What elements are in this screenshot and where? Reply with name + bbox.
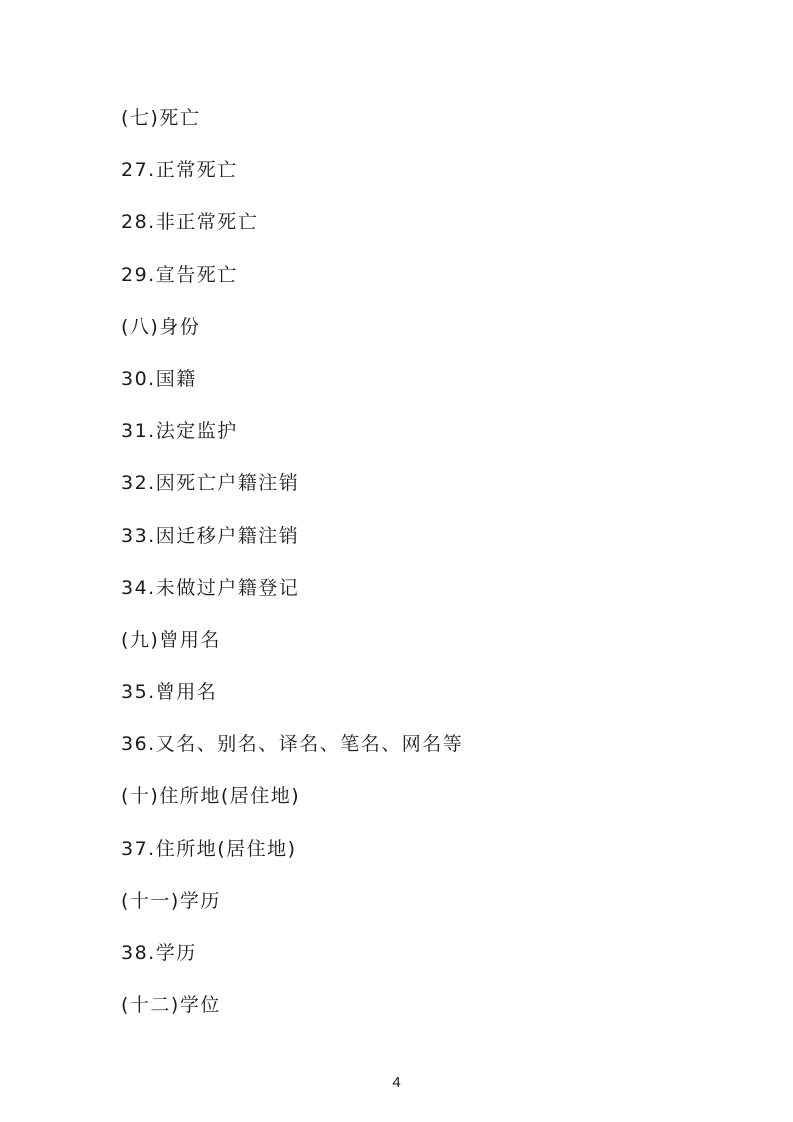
section-heading-degree: (十二)学位 <box>121 994 221 1017</box>
list-item: 32.因死亡户籍注销 <box>121 472 300 495</box>
list-item: 36.又名、别名、译名、笔名、网名等 <box>121 733 464 756</box>
section-heading-education: (十一)学历 <box>121 889 221 912</box>
section-heading-identity: (八)身份 <box>121 315 201 338</box>
page-number: 4 <box>392 1074 401 1091</box>
list-item: 34.未做过户籍登记 <box>121 576 300 599</box>
list-item: 30.国籍 <box>121 367 197 390</box>
document-body <box>121 100 721 1039</box>
section-heading-residence: (十)住所地(居住地) <box>121 785 301 808</box>
list-item: 35.曾用名 <box>121 681 218 704</box>
list-item: 27.正常死亡 <box>121 159 238 182</box>
list-item: 29.宣告死亡 <box>121 263 238 286</box>
section-heading-former-name: (九)曾用名 <box>121 628 221 651</box>
list-item: 31.法定监护 <box>121 420 238 443</box>
list-item: 33.因迁移户籍注销 <box>121 524 300 547</box>
section-heading-death: (七)死亡 <box>121 107 201 129</box>
list-item: 28.非正常死亡 <box>121 211 259 234</box>
list-item: 37.住所地(居住地) <box>121 837 297 860</box>
list-item: 38.学历 <box>121 942 197 964</box>
